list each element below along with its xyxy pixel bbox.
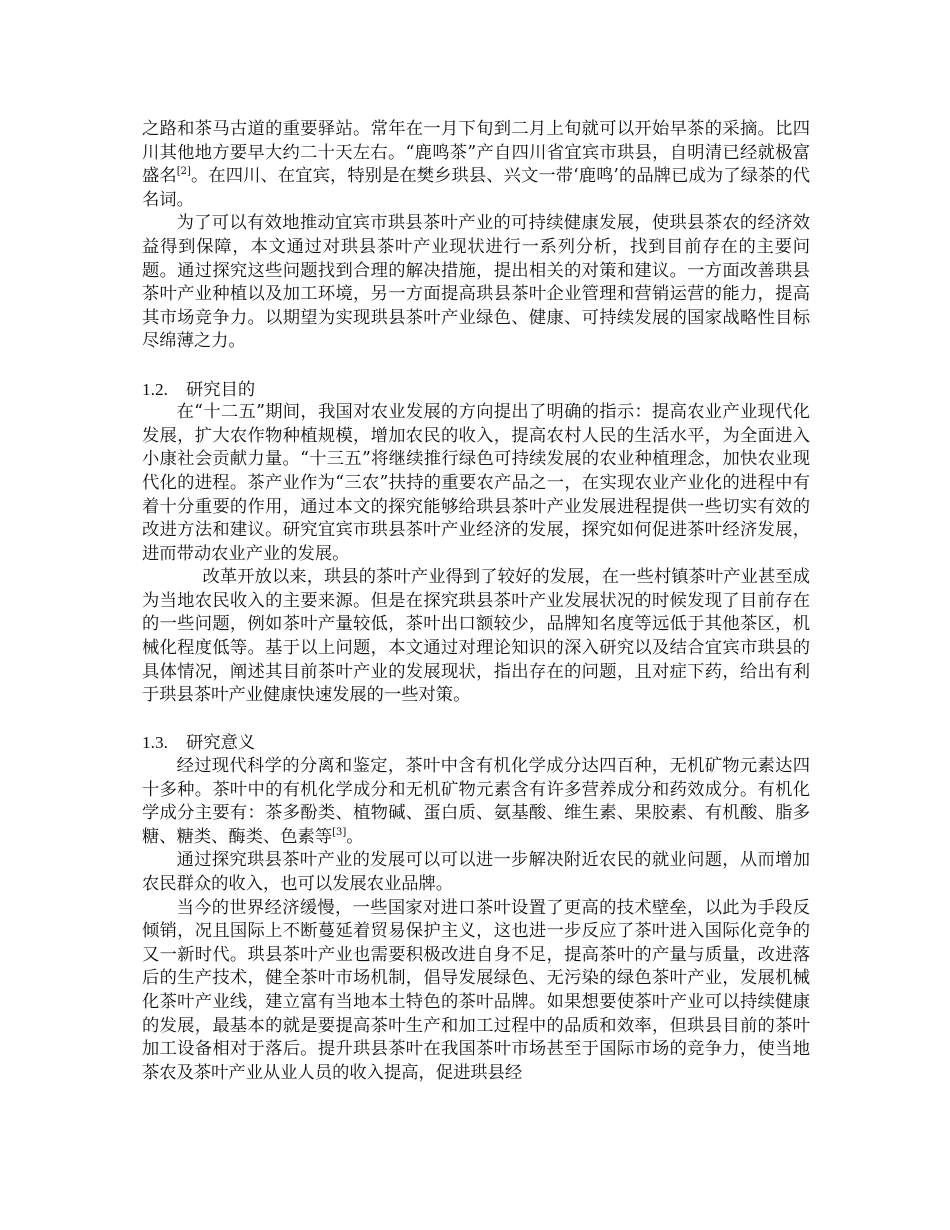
section-title: 研究意义 — [186, 733, 256, 753]
section-1-3-paragraph-1-text-cont: 。 — [346, 826, 364, 847]
section-heading-1-3 — [142, 731, 810, 755]
section-heading-1-2 — [142, 378, 810, 402]
section-1-3-paragraph-1 — [142, 755, 810, 849]
paragraph-gap — [142, 354, 810, 378]
section-title: 研究目的 — [186, 379, 256, 399]
section-1-2-paragraph-1: 在“十二五”期间，我国对农业发展的方向提出了明确的指示：提高农业产业现代化发展，扩大农作物种植规模，增加农民的收入，提高农村人民的生活水平，为全面进入小康社会贡献力量。“十三五”将继续推行绿色可持续发展的农业种植理念，加快农业现代化的进程。茶产业作为“三农”扶持的重要农产品之一，在实现农业产业化的进程中有着十分重要的作用，通过本文的探究能够给珙县茶叶产业发展进程提供一些切实有效的改进方法和建议。研究宜宾市珙县茶叶产业经济的发展，探究如何促进茶叶经济发展，进而带动农业产业的发展。 — [142, 402, 810, 564]
citation-3: [3] — [332, 826, 347, 838]
intro-paragraph-1-text-cont: 。在四川、在宜宾，特别是在樊乡珙县、兴文一带‘鹿鸣’的品牌已成为了绿茶的代名词。 — [142, 166, 810, 210]
section-number: 1.3. — [142, 733, 168, 753]
intro-paragraph-1 — [142, 118, 810, 212]
section-1-3-paragraph-3: 当今的世界经济缓慢，一些国家对进口茶叶设置了更高的技术壁垒，以此为手段反倾销，况且国际上不断蔓延着贸易保护主义，这也进一步反应了茶叶进入国际化竞争的又一新时代。珙县茶叶产业也需要积极改进自身不足，提高茶叶的产量与质量，改进落后的生产技术，健全茶叶市场机制，倡导发展绿色、无污染的绿色茶叶产业，发展机械化茶叶产业线，建立富有当地本土特色的茶叶品牌。如果想要使茶叶产业可以持续健康的发展，最基本的就是要提高茶叶生产和加工过程中的品质和效率，但珙县目前的茶叶加工设备相对于落后。提升珙县茶叶在我国茶叶市场甚至于国际市场的竞争力，使当地茶农及茶叶产业从业人员的收入提高，促进珙县经 — [142, 897, 810, 1083]
section-1-2-paragraph-2: 改革开放以来，珙县的茶叶产业得到了较好的发展，在一些村镇茶叶产业甚至成为当地农民收入的主要来源。但是在探究珙县茶叶产业发展状况的时候发现了目前存在的一些问题，例如茶叶产量较低，茶叶出口额较少，品牌知名度等远低于其他茶区，机械化程度低等。基于以上问题，本文通过对理论知识的深入研究以及结合宜宾市珙县的具体情况，阐述其目前茶叶产业的发展现状，指出存在的问题，且对症下药，给出有利于珙县茶叶产业健康快速发展的一些对策。 — [142, 567, 810, 706]
document-body — [142, 118, 810, 1085]
section-number: 1.2. — [142, 379, 168, 399]
citation-2: [2] — [176, 166, 191, 178]
intro-paragraph-2: 为了可以有效地推动宜宾市珙县茶叶产业的可持续健康发展，使珙县茶农的经济效益得到保障，本文通过对珙县茶叶产业现状进行一系列分析，找到目前存在的主要问题。通过探究这些问题找到合理的解决措施，提出相关的对策和建议。一方面改善珙县茶叶产业种植以及加工环境，另一方面提高珙县茶叶企业管理和营销运营的能力，提高其市场竞争力。以期望为实现珙县茶叶产业绿色、健康、可持续发展的国家战略性目标尽绵薄之力。 — [142, 213, 810, 352]
section-1-3-paragraph-2: 通过探究珙县茶叶产业的发展可以可以进一步解决附近农民的就业问题，从而增加农民群众的收入，也可以发展农业品牌。 — [142, 850, 810, 894]
paragraph-gap — [142, 708, 810, 732]
intro-paragraph-1-text: 之路和茶马古道的重要驿站。常年在一月下旬到二月上旬就可以开始早茶的采摘。比四川其他地方要早大约二十天左右。“鹿鸣茶”产自四川省宜宾市珙县，自明清已经就极富盛名 — [142, 119, 810, 187]
section-1-3-paragraph-1-text: 经过现代科学的分离和鉴定，茶叶中含有机化学成分达四百种，无机矿物元素达四十多种。茶叶中的有机化学成分和无机矿物元素含有许多营养成分和药效成分。有机化学成分主要有：茶多酚类、植物碱、蛋白质、氨基酸、维生素、果胶素、有机酸、脂多糖、糖类、酶类、色素等 — [142, 756, 810, 847]
